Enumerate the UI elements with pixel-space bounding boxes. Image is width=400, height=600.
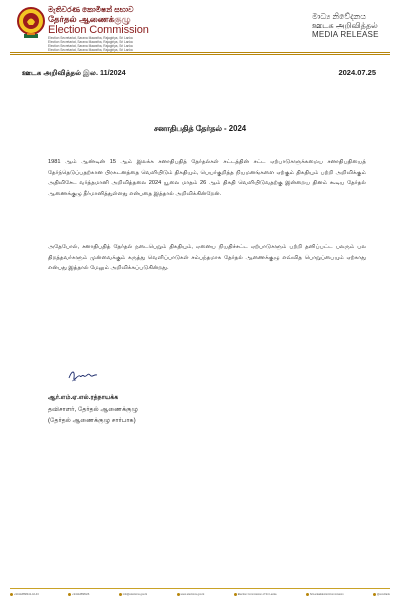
footer-text: SriLankaElectionCommission xyxy=(309,592,344,596)
footer-item-email[interactable] xyxy=(119,593,147,596)
phone-icon xyxy=(10,593,13,596)
signature-icon xyxy=(66,366,100,386)
header-divider xyxy=(10,52,390,53)
footer-item-twitter[interactable] xyxy=(373,593,390,596)
web-icon xyxy=(177,593,180,596)
signer-organisation: (தேர்தல் ஆணைக்குழு சார்பாக) xyxy=(48,417,136,424)
media-release-english: MEDIA RELEASE xyxy=(312,30,379,39)
signer-name: ஆர்.எம்.ஏ.எல்.ரத்நாயக்க xyxy=(48,394,119,401)
document-title: சனாதிபதித் தேர்தல் - 2024 xyxy=(153,124,247,133)
address-line: Election Secretariat, Sarana Mawatha, Rajagiriya, Sri Lanka xyxy=(48,40,133,44)
release-number: ஊடக அறிவித்தல் இல. 11/2024 xyxy=(22,68,126,77)
footer-text: +94112868441-42-43 xyxy=(14,592,39,596)
footer-contacts xyxy=(10,590,390,598)
footer-text: info@elections.gov.lk xyxy=(122,592,148,596)
signer-position: தவிசாளர், தேர்தல் ஆணைக்குழு xyxy=(48,405,139,413)
youtube-icon xyxy=(306,593,309,596)
org-name-tamil: தேர்தல் ஆணைக்குழு xyxy=(48,14,131,24)
footer-text: Election Commission of Sri Lanka xyxy=(237,592,277,596)
footer-text: www.elections.gov.lk xyxy=(180,592,205,596)
address-line: Election Secretariat, Sarana Mawatha, Rajagiriya, Sri Lanka xyxy=(48,44,133,48)
signer-block xyxy=(48,392,138,427)
header-divider xyxy=(10,54,390,55)
twitter-icon xyxy=(373,593,376,596)
footer-item-web[interactable] xyxy=(177,593,205,596)
organisation-name-block xyxy=(48,5,218,52)
footer-item-fax xyxy=(68,593,89,596)
media-release-sinhala: මාධ්‍ය නිවේදනය xyxy=(312,12,367,21)
email-icon xyxy=(119,593,122,596)
footer-item-youtube[interactable] xyxy=(306,593,344,596)
body-paragraph: 1981 ஆம் ஆண்டின் 15 ஆம் இலக்க சனாதிபதித் தேர்தல்கள் சட்டத்தின் சட்ட ஏற்பாடுகளுக்கமைய சனாதிபதியைத் தேர்ந்தெடுப்பதற்கான பிரகடனத்தை வெளியிடும் திகதியும், பெயர்குறித்த நியமனங்களை ஏற்கும் திகதியும் பற்றி அறிவிக்கும் அதிவிசேட வர்த்தமானி அறிவித்தலை 2024 யூலை மாதம் 26 ஆம் திகதி வெளியிடுவதற்கு இன்றைய தினம் கூடிய தேர்தல் ஆணைக்குழு தீர்மானித்துள்ளது என்பதை இத்தால் அறிவிக்கின்றேன். xyxy=(48,159,366,197)
footer-text: +94112868426 xyxy=(72,592,90,596)
release-date: 2024.07.25 xyxy=(338,68,376,77)
address-line: Election Secretariat, Sarana Mawatha, Rajagiriya, Sri Lanka xyxy=(48,36,133,40)
facebook-icon xyxy=(234,593,237,596)
fax-icon xyxy=(68,593,71,596)
reference-row xyxy=(22,68,376,80)
org-name-english: Election Commission xyxy=(48,24,149,36)
address-line: Election Secretariat, Sarana Mawatha, Rajagiriya, Sri Lanka xyxy=(48,48,133,52)
org-name-sinhala: මැතිවරණ කොමිෂන් සභාව xyxy=(48,5,134,14)
footer-text: @ecsrilank xyxy=(377,592,390,596)
media-release-label xyxy=(312,12,382,40)
media-release-tamil: ஊடக அறிவித்தல் xyxy=(312,21,378,30)
sri-lanka-emblem-icon xyxy=(16,6,46,40)
footer-divider xyxy=(10,588,390,589)
body-paragraph: அதேபோல், சனாதிபதித் தேர்தல் நடைபெறும் திகதியும், ஏனைய நியதிச்சட்ட ஏற்பாடுகளும் பற்றி தனிப்பட்ட பலரும் பல திறத்தவர்களும் முன்வைக்கும் கருத்து வெளிப்பாடுகள் சம்பந்தமாக தேர்தல் ஆணைக்குழு எவ்வித பொறுப்பையும் ஏற்காது என்பது இத்தால் மேலும் அறிவிக்கப்படுகின்றது. xyxy=(48,244,366,272)
letterhead xyxy=(0,0,400,62)
footer-item-facebook[interactable] xyxy=(234,593,277,596)
footer-item-phone xyxy=(10,593,39,596)
